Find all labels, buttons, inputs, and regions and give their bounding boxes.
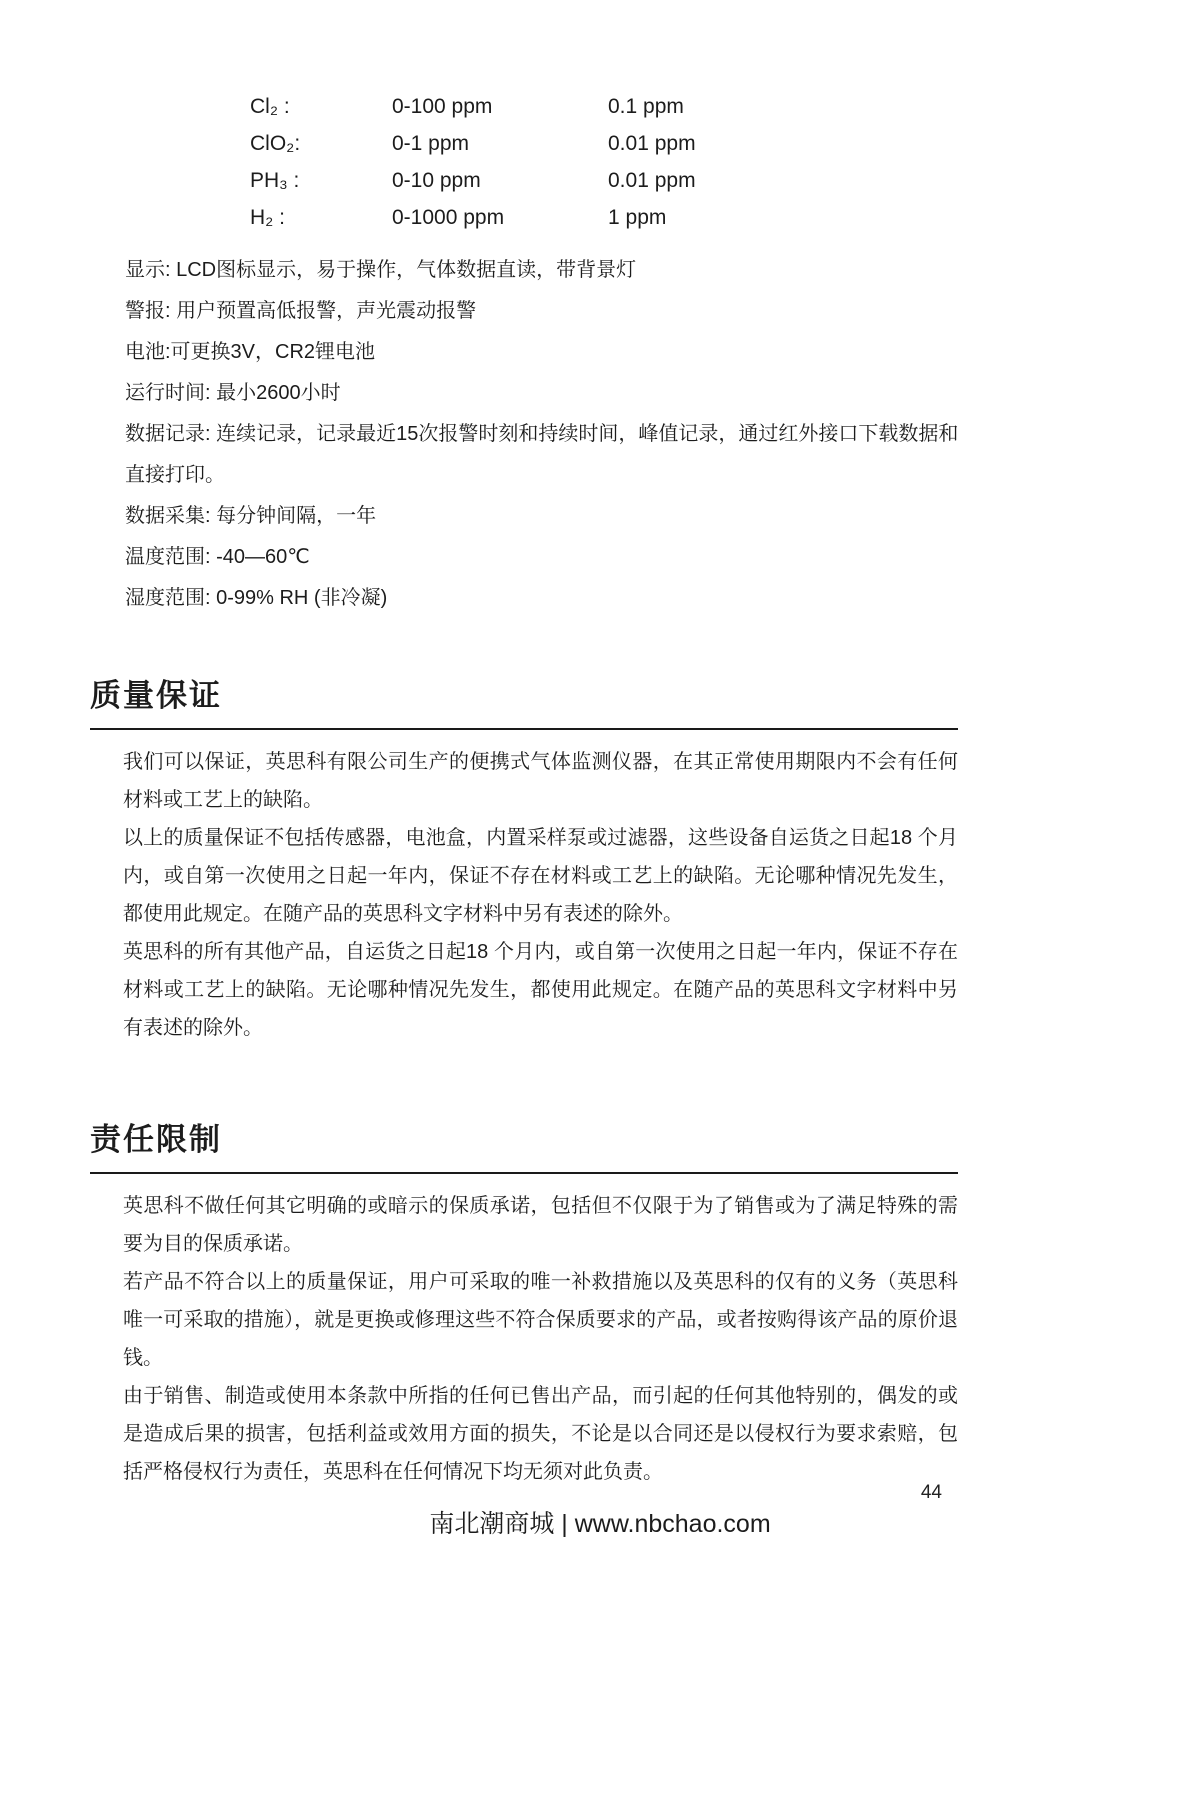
section-body [90, 730, 958, 1047]
gas-name: H₂ : [250, 205, 285, 229]
footer-branding: 南北潮商城 | www.nbchao.com [429, 1510, 771, 1538]
gas-range: 0-1000 ppm [392, 205, 505, 229]
gas-range: 0-100 ppm [392, 94, 493, 118]
paragraph: 由于销售、制造或使用本条款中所指的任何已售出产品，而引起的任何其他特别的，偶发的或是造成后果的损害，包括利益或效用方面的损失，不论是以合同还是以侵权行为要求索赔，包括严格侵权行为责任，英思科在任何情况下均无须对此负责。 [123, 1385, 958, 1483]
section-title: 质量保证 [90, 670, 958, 730]
table-row [250, 162, 696, 199]
gas-name: Cl₂ : [250, 94, 290, 118]
paragraph: 英思科不做任何其它明确的或暗示的保质承诺，包括但不仅限于为了销售或为了满足特殊的需要为目的保质承诺。 [123, 1195, 958, 1255]
paragraph: 若产品不符合以上的质量保证，用户可采取的唯一补救措施以及英思科的仅有的义务（英思科唯一可采取的措施），就是更换或修理这些不符合保质要求的产品，或者按购得该产品的原价退钱。 [123, 1271, 958, 1369]
section-title: 责任限制 [90, 1114, 958, 1174]
table-row [250, 125, 696, 162]
spec-list [125, 250, 970, 619]
gas-resolution: 1 ppm [608, 205, 667, 229]
paragraph: 我们可以保证，英思科有限公司生产的便携式气体监测仪器，在其正常使用期限内不会有任何材料或工艺上的缺陷。 [123, 751, 958, 811]
paragraph: 英思科的所有其他产品，自运货之日起18 个月内，或自第一次使用之日起一年内，保证不存在材料或工艺上的缺陷。无论哪种情况先发生，都使用此规定。在随产品的英思科文字材料中另有表述的除外。 [123, 941, 958, 1039]
section-quality-assurance [90, 670, 958, 1047]
gas-resolution: 0.1 ppm [608, 94, 684, 118]
spec-line: 数据采集: 每分钟间隔，一年 [125, 505, 377, 527]
gas-range: 0-1 ppm [392, 131, 470, 155]
spec-line: 湿度范围: 0-99% RH (非冷凝) [125, 587, 388, 609]
spec-line: 警报: 用户预置高低报警，声光震动报警 [125, 300, 477, 322]
page-number: 44 [920, 1482, 942, 1503]
table-row [250, 88, 696, 125]
gas-range: 0-10 ppm [392, 168, 481, 192]
gas-resolution: 0.01 ppm [608, 168, 696, 192]
table-row [250, 199, 696, 236]
gas-resolution: 0.01 ppm [608, 131, 696, 155]
gas-name: PH₃ : [250, 168, 300, 192]
spec-line: 电池:可更换3V，CR2锂电池 [125, 341, 376, 363]
paragraph: 以上的质量保证不包括传感器，电池盒，内置采样泵或过滤器，这些设备自运货之日起18 个月内，或自第一次使用之日起一年内，保证不存在材料或工艺上的缺陷。无论哪种情况先发生，都使用此规定。在随产品的英思科文字材料中另有表述的除外。 [123, 827, 958, 925]
gas-name: ClO₂: [250, 131, 301, 155]
gas-range-table [250, 88, 696, 236]
spec-line: 运行时间: 最小2600小时 [125, 382, 341, 404]
spec-line: 显示: LCD图标显示，易于操作，气体数据直读，带背景灯 [125, 259, 637, 281]
spec-line: 数据记录: 连续记录，记录最近15次报警时刻和持续时间，峰值记录，通过红外接口下载数据和直接打印。 [125, 423, 959, 486]
section-liability-limit [90, 1114, 958, 1491]
spec-line: 温度范围: -40—60℃ [125, 546, 310, 568]
section-body [90, 1174, 958, 1491]
